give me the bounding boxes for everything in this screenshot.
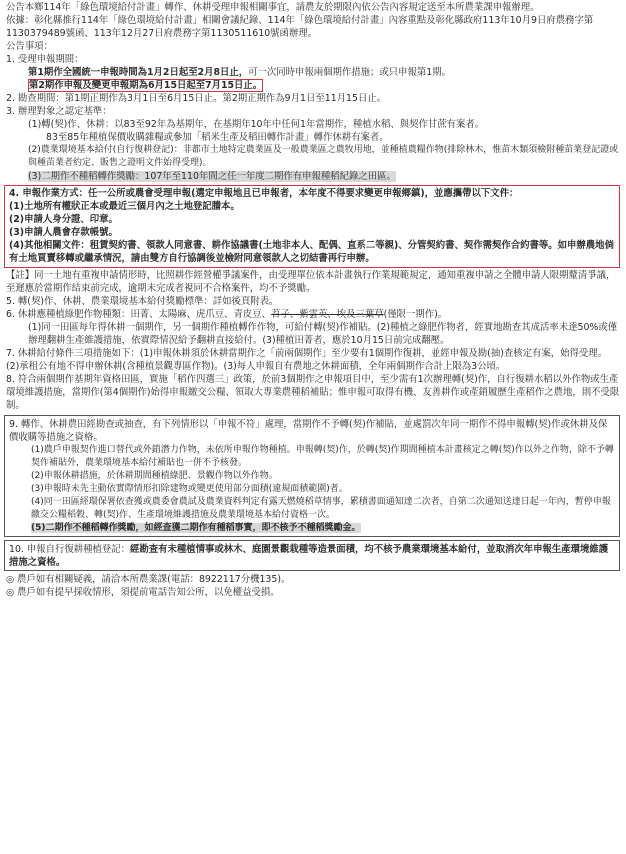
- item2-text: 2. 勘查期間：第1期正期作為3月1日至6月15日止。第2期正期作為9月1日至11月15日止。: [6, 93, 387, 104]
- item10-box: [4, 540, 620, 571]
- item9-sub5-highlight: (5)二期作不種稻轉作獎勵，如經查獲二期作有種稻事實，即不核予不種稻獎勵金。: [31, 523, 361, 533]
- item7-text: 7. 休耕給付條件三項措施如下：(1)申報休耕須於休耕當期作之「前兩個期作」至少要有1個期作復耕，並經申報及勘(抽)查核定有案，始得受理。(2)承租公有地不得申辦休耕(含種植景觀專區作物)。(3)每人申報自有農地之休耕面積，全年兩個期作合計上限為3公頃。: [6, 348, 607, 372]
- item9-title: 9. 轉作、休耕農田經勘查或抽查，有下列情形以「申報不符」處理，當期作不予轉(契)作補貼，並處罰次年同一期作不得申報轉(契)作或休耕及保價收購等措施之資格。: [9, 419, 608, 443]
- item6-body: (1)同一田區每年得休耕一個期作，另一個期作種植轉作作物，可給付轉(契)作補貼。(2)種植之綠肥作物者，經實地勘查其成活率未達50%或僅辦理翻耕生產維護措施，依實際情況給予翻耕直接給付。(3)種植田菁者，應於10月15日前完成翻壓。: [28, 322, 618, 346]
- item1-period1: [6, 66, 620, 79]
- contact-note-1: ◎ 農戶如有相關疑義，請洽本所農業課(電話：8922117分機135)。: [6, 574, 291, 585]
- item10-title: 10. 申報自行復耕種植登記：: [9, 544, 131, 555]
- item3-sub1: (1)轉(契)作、休耕：以83至92年為基期年，在基期年10年中任何1年當期作，種植水稻、與契作甘蔗有案者。: [28, 119, 485, 130]
- item10-text: [9, 543, 615, 569]
- item1-period1-tail: 可一次同時申報兩個期作措施；或只申報第1期。: [248, 67, 451, 78]
- item4-doc4: (4)其他相關文件：租賃契約書、領款人同意書、耕作協議書(土地非本人、配偶、直系二等親)、分管契約書、契作需契作合約書等。如申辦農地倘有土地買賣移轉或繼承情況，請由雙方自行協調後並檢附同意領款人之切結書再行申辦。: [9, 240, 614, 264]
- item4-doc2: (2)申請人身分證、印章。: [9, 214, 118, 225]
- item10-body: 經勘查有未種植情事或林木、庭園景觀栽種等造景面積，均不核予農業環境基本給付，並取消次年申報生產環境維護措施之資格。: [9, 544, 609, 568]
- item8-text: 8. 符合兩個期作基期年資格田區，實施「稻作四選三」政策，於前3個期作之申報項目中，至少需有1次辦理轉(契)作，自行復耕水稻以外作物或生產環境維護措施，當期作(第4個期作)始得申報繳交公糧、領取大專業農種稻補貼；惟申報可取得有機、友善耕作或產銷履歷生產稻作之農地，則不受限制。: [6, 374, 620, 411]
- basis-text: 依據：彰化縣推行114年「綠色環境給付計畫」相關會議紀錄、114年「綠色環境給付計畫」內容重點及彰化縣政府113年10月9日府農務字第1130379489號函、113年12月27日府農務字第1130511610號函辦理。: [6, 15, 594, 39]
- item9-sub2: (2)申報休耕措施，於休耕期間種植綠肥、景觀作物以外作物。: [31, 471, 278, 481]
- item1-period1-bold: 第1期作全國統一申報時間為1月2日起至2月8日止，: [28, 67, 249, 78]
- item9-sub4: (4)同一田區經環保署依查獲或農委會農試及農業資料判定有露天燃燒稻草情事，累積書面通知達二次者，自第二次通知送達日起一年內，暫停申報繳交公糧稻穀、轉(契)作、生產環境維護措施及農業環境基本給付資格一次。: [31, 497, 611, 520]
- item6-title: [6, 308, 620, 321]
- item3-sub1-cont: 83至85年種植保價收購雜糧或參加「稻米生產及稻田轉作計畫」轉作休耕有案者。: [46, 132, 389, 143]
- item6-title-head: 6. 休耕應種植綠肥作物種類：田菁、太陽麻、虎爪豆、青皮豆、: [6, 309, 272, 320]
- item3-title: 3. 辦理對象之認定基準：: [6, 106, 112, 117]
- item4-doc3: (3)申請人農會存款帳號。: [9, 227, 118, 238]
- item4-title: 4. 申報作業方式：任一公所或農會受理申報(選定申報地且已申報者，本年度不得要求變更申報鄉鎮)，並應攜帶以下文件：: [9, 188, 519, 199]
- item6-struck-crops: 苕子、紫雲英、埃及三葉草: [271, 309, 384, 320]
- note-text: 【註】同一土地有重複申請情形時，比照耕作經營權爭議案件，由受理單位依本計畫執行作業規範規定，通知重複申請之全體申請人限期釐清爭議，至遲應於當期作結束前完成，逾期未完成者視同不合格案件，均不予獎勵。: [6, 270, 616, 294]
- item3-sub3-row: [6, 170, 620, 183]
- item1-period2-row: [6, 79, 620, 92]
- item6-title-tail: (僅限一期作)。: [383, 309, 448, 320]
- item1-title: 1. 受理申報期間：: [6, 54, 84, 65]
- item9-sub5-row: [9, 522, 615, 535]
- contact-note-2: ◎ 農戶如有提早採收情形，須提前電話告知公所，以免權益受損。: [6, 587, 280, 598]
- announcement-heading: 公告事項：: [6, 41, 53, 52]
- item4-doc1: (1)土地所有權狀正本或最近三個月內之土地登記謄本。: [9, 201, 240, 212]
- item9-sub3: (3)申報時未先主動依實際情形扣除建物或變更使用部分面積(違規面積範圍)者。: [31, 484, 348, 494]
- intro-text: 公告本鄉114年「綠色環境給付計畫」轉作、休耕受理申報相關事宜，請農友於期限內依公告內容規定送至本所農業課申報辦理。: [6, 2, 540, 13]
- item9-box: [4, 415, 620, 537]
- item5-text: 5. 轉(契)作、休耕、農業環境基本給付獎勵標準：詳如後頁附表。: [6, 296, 279, 307]
- item9-sub1: (1)農戶申報契作進口替代或外銷潛力作物，未依所申報作物種植。申報轉(契)作，於轉(契)作期間種植本計畫核定之轉(契)作以外之作物，除不予轉契作補貼外，農業環境基本給付補貼也一併不予核發。: [31, 445, 614, 468]
- item1-period2-highlight: 第2期作申報及變更申報期為6月15日起至7月15日止。: [29, 80, 263, 91]
- item4-box: [4, 185, 620, 268]
- item3-sub2: (2)農業環境基本給付(自行復耕登記)：非都市土地特定農業區及一般農業區之農牧用地，並種植農糧作物(排除林木，惟苗木類須檢附種苗業登記證或與種苗業者約定、販售之證明文件始得受理)。: [28, 145, 619, 168]
- item3-sub3-highlight: (3)二期作不種稻轉作獎勵：107年至110年間之任一年度二期作有申報種稻紀錄之田區。: [28, 171, 396, 182]
